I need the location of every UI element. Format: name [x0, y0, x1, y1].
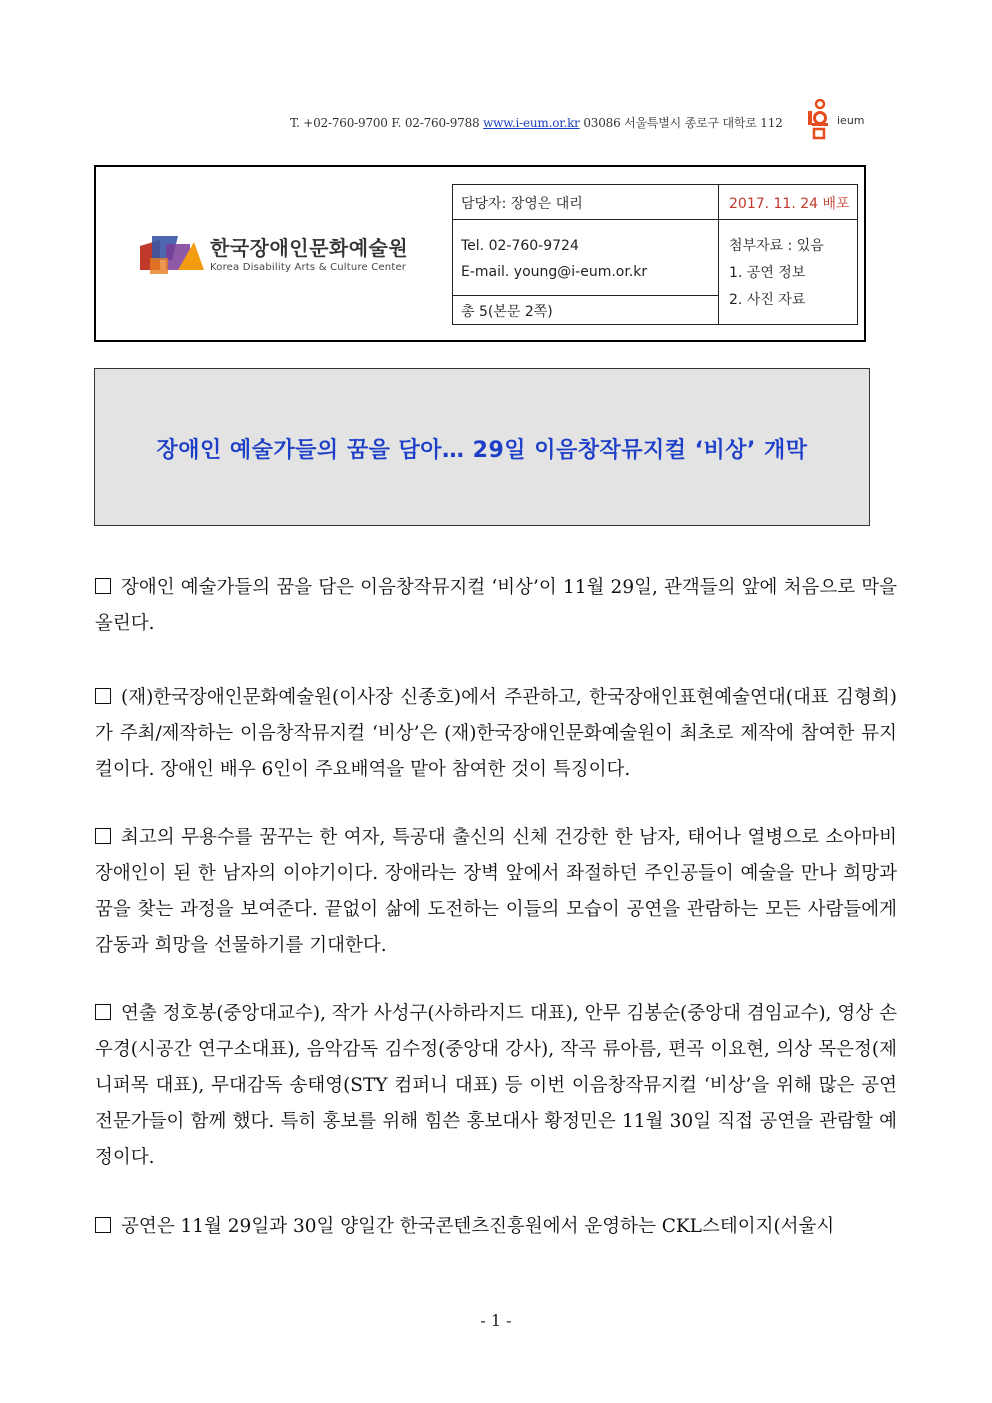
paragraph-text: 공연은 11월 29일과 30일 양일간 한국콘텐츠진흥원에서 운영하는 CKL스테이지(서울시 — [121, 1216, 835, 1237]
address: 03086 서울특별시 종로구 대학로 112 — [583, 116, 783, 130]
checkbox-bullet-icon — [95, 688, 111, 704]
phone-fax: T. +02-760-9700 F. 02-760-9788 — [290, 116, 480, 130]
ieum-wordmark: ieum — [837, 114, 865, 127]
page-number: - 1 - — [480, 1311, 512, 1330]
attachments-cell — [718, 219, 858, 325]
website-link[interactable]: www.i-eum.or.kr — [483, 116, 580, 130]
manager-cell: 담당자: 장영은 대리 — [452, 184, 719, 220]
tel-text: Tel. 02-760-9724 — [461, 238, 579, 254]
attach-item-2: 2. 사진 자료 — [729, 292, 806, 308]
paragraph-text: 연출 정호봉(중앙대교수), 작가 사성구(사하라지드 대표), 안무 김봉순(중앙대 겸임교수), 영상 손우경(시공간 연구소대표), 음악감독 김수정(중앙대 강사), 작곡 류아름, 편곡 이요현, 의상 목은정(제니퍼목 대표), 무대감독 송태영(STY 컴퍼니 대표) 등 이번 이음창작뮤지컬 ‘비상’을 위해 많은 공연 전문가들이 함께 했다. 특히 홍보를 위해 힘쓴 홍보대사 황정민은 11월 30일 직접 공연을 관람할 예정이다. — [95, 1003, 897, 1168]
release-date-cell: 2017. 11. 24 배포 — [718, 184, 858, 220]
org-name-korean: 한국장애인문화예술원 — [210, 236, 409, 260]
info-table — [452, 184, 858, 325]
checkbox-bullet-icon — [95, 578, 111, 594]
paragraph — [95, 570, 897, 642]
press-title: 장애인 예술가들의 꿈을 담아… 29일 이음창작뮤지컬 ‘비상’ 개막 — [156, 438, 808, 463]
paragraph — [95, 820, 897, 964]
checkbox-bullet-icon — [95, 1217, 111, 1233]
paragraph-text: 최고의 무용수를 꿈꾸는 한 여자, 특공대 출신의 신체 건강한 한 남자, 태어나 열병으로 소아마비 장애인이 된 한 남자의 이야기이다. 장애라는 장벽 앞에서 좌절하던 주인공들이 예술을 만나 희망과 꿈을 찾는 과정을 보여준다. 끝없이 삶에 도전하는 이들의 모습이 공연을 관람하는 모든 사람들에게 감동과 희망을 선물하기를 기대한다. — [95, 827, 897, 956]
checkbox-bullet-icon — [95, 1004, 111, 1020]
pages-cell: 총 5(본문 2쪽) — [452, 295, 719, 325]
paragraph-text: 장애인 예술가들의 꿈을 담은 이음창작뮤지컬 ‘비상’이 11월 29일, 관객들의 앞에 처음으로 막을 올린다. — [95, 577, 897, 634]
org-name-english: Korea Disability Arts & Culture Center — [210, 262, 407, 273]
email-text: E-mail. young@i-eum.or.kr — [461, 264, 648, 280]
paragraph — [95, 1209, 897, 1245]
paragraph-text: (재)한국장애인문화예술원(이사장 신종호)에서 주관하고, 한국장애인표현예술연대(대표 김형희)가 주최/제작하는 이음창작뮤지컬 ‘비상’은 (재)한국장애인문화예술원이 최초로 제작에 참여한 뮤지컬이다. 장애인 배우 6인이 주요배역을 맡아 참여한 것이 특징이다. — [95, 687, 897, 780]
contact-line — [290, 114, 783, 131]
attach-title: 첨부자료 : 있음 — [729, 238, 824, 254]
contact-cell — [452, 219, 719, 296]
paragraph — [95, 680, 897, 788]
checkbox-bullet-icon — [95, 828, 111, 844]
attach-item-1: 1. 공연 정보 — [729, 265, 806, 281]
paragraph — [95, 996, 897, 1176]
